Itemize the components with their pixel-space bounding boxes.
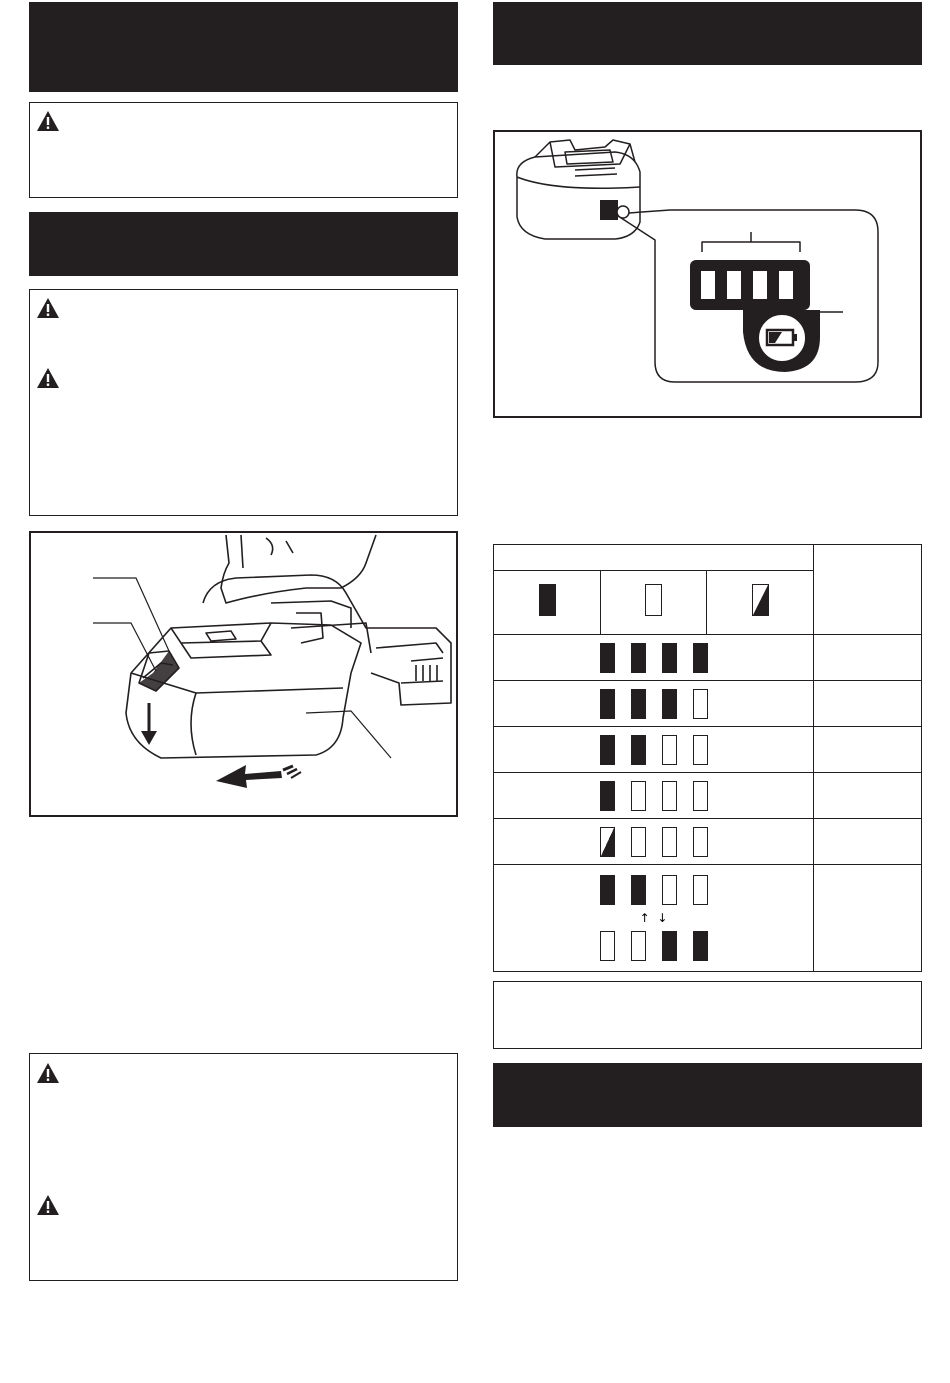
lamp-off-icon	[693, 781, 708, 811]
capacity-cell	[814, 681, 922, 727]
lamp-off-icon	[693, 827, 708, 857]
lamp-off-icon	[662, 781, 677, 811]
lamp-off-icon	[631, 827, 646, 857]
battery-indicator-illustration	[495, 132, 920, 416]
capacity-cell	[814, 635, 922, 681]
legend-blinking	[707, 571, 814, 635]
lamp-group	[494, 681, 814, 727]
note-box	[493, 981, 922, 1049]
lamp-lighted-icon	[539, 584, 556, 616]
warning-triangle-icon	[36, 297, 60, 319]
lamp-off-icon	[631, 781, 646, 811]
table-row	[494, 681, 922, 727]
lamp-lighted-icon	[631, 643, 646, 673]
lamp-group-alternating	[494, 865, 814, 972]
arrow-down-icon: ↓	[657, 911, 668, 925]
table-row	[494, 727, 922, 773]
lamp-off-icon	[693, 735, 708, 765]
table-row	[494, 819, 922, 865]
table-row	[494, 635, 922, 681]
section-header-bar-1	[29, 2, 458, 92]
capacity-cell	[814, 865, 922, 972]
lamp-lighted-icon	[662, 643, 677, 673]
battery-removal-illustration	[31, 533, 456, 815]
warning-triangle-icon	[36, 1194, 60, 1216]
lamp-lighted-icon	[600, 643, 615, 673]
lamp-group	[494, 819, 814, 865]
caution-box-1	[29, 102, 458, 198]
legend-lighted	[494, 571, 601, 635]
lamp-lighted-icon	[662, 931, 677, 961]
lamp-lighted-icon	[600, 735, 615, 765]
warning-triangle-icon	[36, 110, 60, 132]
battery-indicator-table	[493, 544, 922, 972]
lamp-off-icon	[662, 735, 677, 765]
battery-indicator-figure	[493, 130, 922, 418]
battery-removal-figure	[29, 531, 458, 817]
lamp-lighted-icon	[600, 781, 615, 811]
capacity-cell	[814, 773, 922, 819]
lamp-off-icon	[693, 875, 708, 905]
capacity-cell	[814, 819, 922, 865]
section-header-bar-3	[493, 2, 922, 65]
table-header-row	[494, 545, 922, 571]
lamp-blinking-icon	[600, 827, 615, 857]
lamp-group	[494, 635, 814, 681]
lamp-lighted-icon	[693, 931, 708, 961]
lamp-lighted-icon	[631, 689, 646, 719]
table-row	[494, 865, 922, 972]
table-row	[494, 773, 922, 819]
lamp-off-icon	[631, 931, 646, 961]
lamp-lighted-icon	[693, 643, 708, 673]
caution-box-2	[29, 289, 458, 516]
lamp-lighted-icon	[600, 689, 615, 719]
alternation-arrows	[494, 912, 813, 924]
indicator-lamps-header	[494, 545, 814, 571]
lamp-lighted-icon	[631, 735, 646, 765]
section-header-bar-4	[493, 1063, 922, 1127]
section-header-bar-2	[29, 212, 458, 276]
lamp-group	[494, 727, 814, 773]
warning-triangle-icon	[36, 1062, 60, 1084]
capacity-cell	[814, 727, 922, 773]
lamp-off-icon	[662, 827, 677, 857]
remaining-capacity-header	[814, 545, 922, 635]
arrow-up-icon: ↑	[639, 911, 650, 925]
lamp-off-icon	[693, 689, 708, 719]
lamp-off-icon	[600, 931, 615, 961]
lamp-lighted-icon	[631, 875, 646, 905]
legend-off	[601, 571, 707, 635]
lamp-group	[494, 773, 814, 819]
lamp-off-icon	[645, 584, 662, 616]
lamp-off-icon	[662, 875, 677, 905]
lamp-lighted-icon	[600, 875, 615, 905]
warning-triangle-icon	[36, 367, 60, 389]
lamp-blinking-icon	[752, 584, 769, 616]
caution-box-3	[29, 1053, 458, 1281]
lamp-lighted-icon	[662, 689, 677, 719]
